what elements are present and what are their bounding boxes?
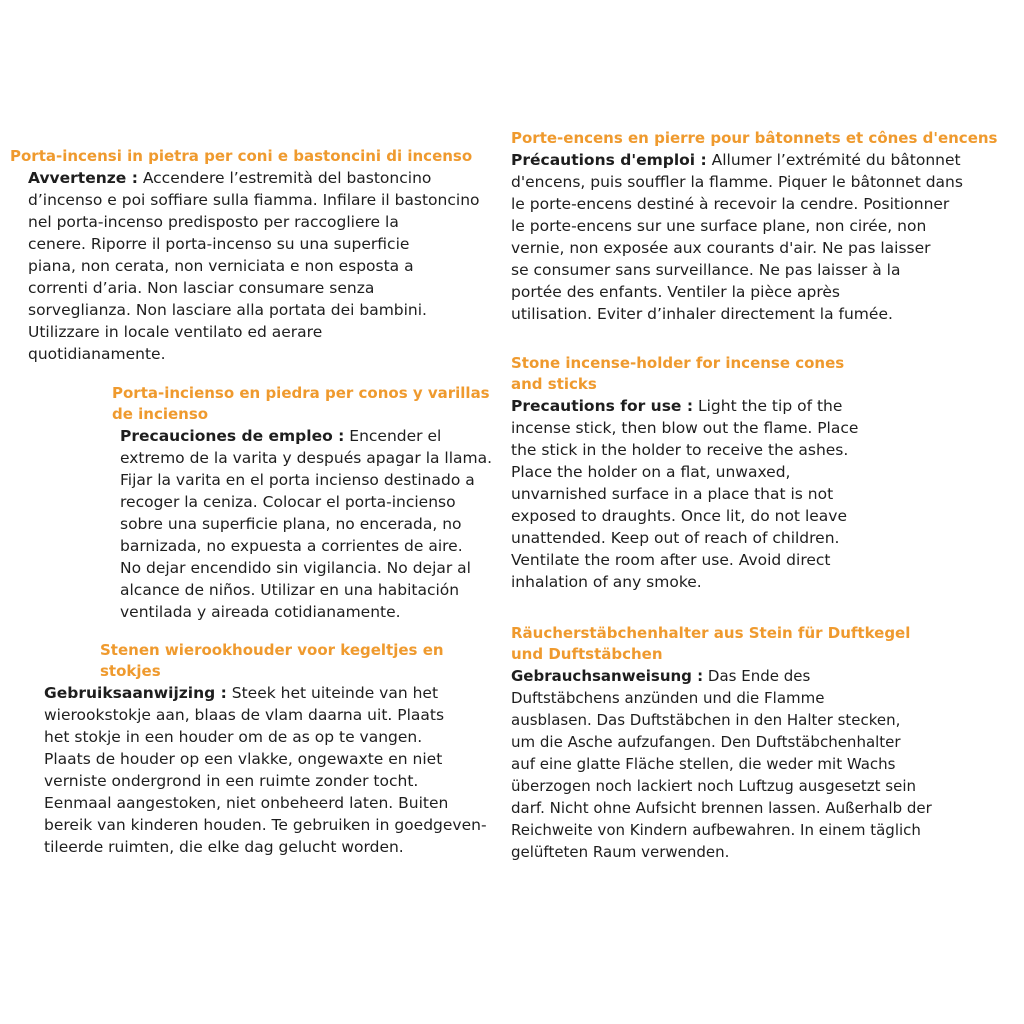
instructions-label-italian: Avvertenze :	[28, 169, 138, 187]
section-title-spanish: Porta-incienso en piedra per conos y varillas de incienso	[112, 384, 490, 423]
section-french	[511, 128, 1021, 325]
section-title-english: Stone incense-holder for incense cones and sticks	[511, 354, 845, 393]
section-english	[511, 353, 1021, 593]
instructions-text-spanish: Encender el extremo de la varita y después apagar la llama. Fijar la varita en el porta incienso destinado a recoger la ceniza. Colocar el porta-incienso sobre una superficie plana, no encerada, no barnizada, no expuesta a corrientes de aire. No dejar encendido sin vigilancia. No dejar al alcance de niños. Utilizar en una habitación ventilada y aireada cotidianamente.	[120, 427, 493, 621]
instructions-text-english: Light the tip of the incense stick, then blow out the flame. Place the stick in the holder to receive the ashes. Place the holder on a flat, unwaxed, unvarnished surface in a place that is not exposed to draughts. Once lit, do not leave unattended. Keep out of reach of children. Ventilate the room after use. Avoid direct inhalation of any smoke.	[511, 397, 859, 591]
section-title-italian: Porta-incensi in pietra per coni e bastoncini di incenso	[10, 147, 473, 165]
section-spanish	[112, 383, 512, 623]
section-body-italian	[10, 167, 510, 365]
section-body-french	[511, 149, 1021, 325]
instructions-text-italian: Accendere l’estremità del bastoncino d’incenso e poi soffiare sulla fiamma. Infilare il bastoncino nel porta-incenso predisposto per raccogliere la cenere. Riporre il porta-incenso su una superficie piana, non cerata, non verniciata e non esposta a correnti d’aria. Non lasciar consumare senza sorveglianza. Non lasciare alla portata dei bambini. Utilizzare in locale ventilato ed aerare quotidianamente.	[28, 169, 480, 363]
instructions-text-german: Das Ende des Duftstäbchens anzünden und die Flamme ausblasen. Das Duftstäbchen in den Halter stecken, um die Asche aufzufangen. Den Duftstäbchenhalter auf eine glatte Fläche stellen, die weder mit Wachs überzogen noch lackiert noch Luftzug ausgesetzt sein darf. Nicht ohne Aufsicht brennen lassen. Außerhalb der Reichweite von Kindern aufbewahren. In einem täglich gelüfteten Raum verwenden.	[511, 667, 932, 861]
section-title-german: Räucherstäbchenhalter aus Stein für Duftkegel und Duftstäbchen	[511, 624, 911, 663]
instructions-label-spanish: Precauciones de empleo :	[120, 427, 345, 445]
instructions-label-dutch: Gebruiksaanwijzing :	[44, 684, 227, 702]
instructions-text-dutch: Steek het uiteinde van het wierookstokje aan, blaas de vlam daarna uit. Plaats het stokje in een houder om de as op te vangen. Plaats de houder op een vlakke, ongewaxte en niet verniste ondergrond in een ruimte zonder tocht. Eenmaal aangestoken, niet onbeheerd laten. Buiten bereik van kinderen houden. Te gebruiken in goedgeven- tileerde ruimten, die elke dag gelucht worden.	[44, 684, 487, 856]
section-german	[511, 623, 1021, 863]
section-body-spanish	[112, 425, 512, 623]
section-italian	[10, 146, 510, 365]
section-body-dutch	[44, 682, 514, 858]
instructions-label-german: Gebrauchsanweisung :	[511, 667, 704, 685]
instructions-label-french: Précautions d'emploi :	[511, 151, 707, 169]
section-title-dutch: Stenen wierookhouder voor kegeltjes en stokjes	[100, 641, 444, 680]
section-body-german	[511, 665, 1021, 863]
section-title-french: Porte-encens en pierre pour bâtonnets et cônes d'encens	[511, 129, 998, 147]
section-body-english	[511, 395, 1021, 593]
instructions-label-english: Precautions for use :	[511, 397, 694, 415]
section-dutch	[44, 640, 514, 858]
instructions-text-french: Allumer l’extrémité du bâtonnet d'encens, puis souffler la flamme. Piquer le bâtonnet dans le porte-encens destiné à recevoir la cendre. Positionner le porte-encens sur une surface plane, non cirée, non vernie, non exposée aux courants d'air. Ne pas laisser se consumer sans surveillance. Ne pas laisser à la portée des enfants. Ventiler la pièce après utilisation. Eviter d’inhaler directement la fumée.	[511, 151, 963, 323]
